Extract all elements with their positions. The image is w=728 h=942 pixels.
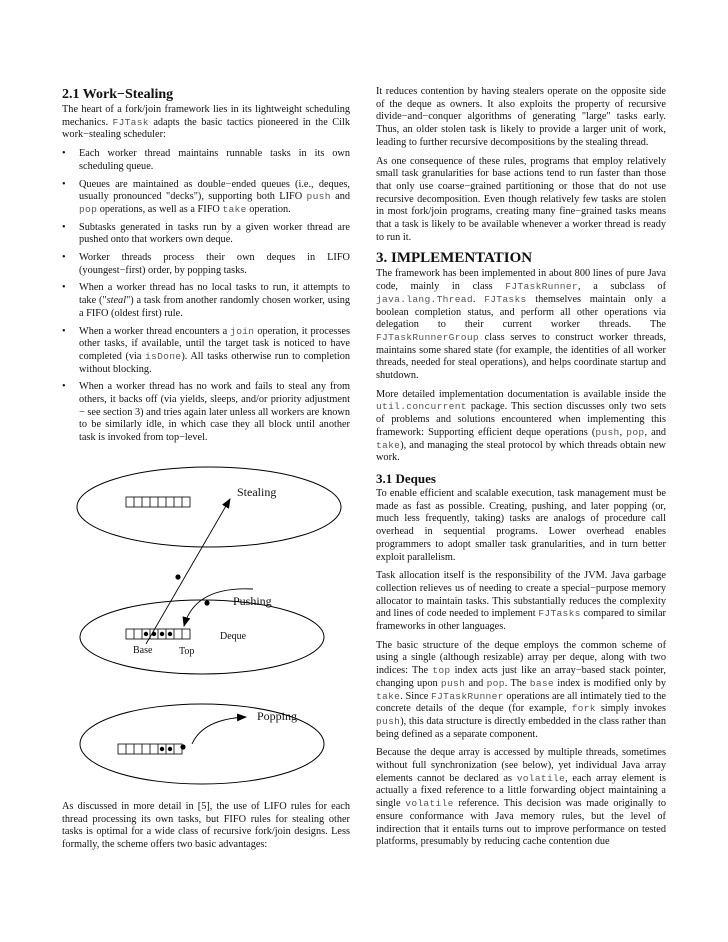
code-java-lang-thread: java.lang.Thread: [376, 293, 473, 305]
code-volatile: volatile: [516, 772, 566, 784]
left-column: [62, 86, 350, 450]
section-heading-implementation: 3. IMPLEMENTATION: [376, 250, 533, 267]
list-item: • Subtasks generated in tasks run by a given worker thread are pushed onto that workers own deque.: [62, 222, 350, 247]
code-base: base: [529, 677, 554, 689]
stealing-deque-array: [126, 497, 190, 507]
code-volatile: volatile: [405, 798, 454, 810]
list-item: • When a worker thread has no local tasks to run, it attempts to take ("steal") a task from another randomly chosen worker, using a FIFO (oldest first) rule.: [62, 282, 350, 320]
base-label: Base: [133, 645, 153, 656]
code-join: join: [230, 325, 255, 337]
list-item: • Each worker thread maintains runnable tasks in its own scheduling queue.: [62, 148, 350, 173]
rules-list: [62, 148, 350, 445]
paragraph-allocation: Task allocation itself is the responsibility of the JVM. Java garbage collection relieves us of needing to create a special−purpose memory allocator to maintain tasks. This substantially reduces the complexity and lines of code needed to implement FJTasks compared to similar frameworks in other languages.: [376, 570, 666, 633]
code-pop: pop: [79, 203, 98, 215]
deque-label: Deque: [220, 631, 247, 642]
steal-arrow: [146, 499, 230, 644]
pushed-task-dot: [204, 600, 209, 605]
paragraph-advantages: As discussed in more detail in [5], the use of LIFO rules for each thread processing its own tasks, but FIFO rules for stealing other tasks is optimal for a wide class of recursive fork/join designs. Less formally, the scheme offers two basic advantages:: [62, 801, 350, 851]
list-item: • When a worker thread encounters a join operation, it processes other tasks, if available, until the target task is noticed to have completed (via isDone). All tasks otherwise run to completion without blocking.: [62, 326, 350, 377]
popping-label: Popping: [257, 709, 298, 723]
subsection-heading-deques: 3.1 Deques: [376, 470, 436, 486]
pop-arrow: [192, 717, 246, 744]
work-stealing-figure: [62, 462, 352, 792]
code-push: push: [306, 191, 331, 203]
code-fork: fork: [571, 703, 596, 715]
paragraph-volatile: Because the deque array is accessed by multiple threads, sometimes without full synchronization (see below), yet individual Java array elements cannot be declared as volatile, each array element is actually a fixed reference to a little forwarding object maintaining a single volatile reference. This decision was made originally to ensure conformance with Java memory rules, but the level of indirection that it entails turns out to improve performance on tested platforms, presumably by reducing cache contention due: [376, 747, 666, 848]
code-take: take: [376, 690, 401, 702]
pushing-label: Pushing: [233, 594, 272, 608]
left-column-after-figure: [62, 801, 350, 858]
section-heading-work-stealing: 2.1 Work−Stealing: [62, 87, 174, 102]
paragraph-deque-structure: The basic structure of the deque employs the common scheme of using a single (although resizable) array per deque, along with two indices: The top index acts just like an array−based stack pointer, changing upon push and pop. The base index is modified only by take. Since FJTaskRunner operations are all intimately tied to the concrete details of the deque (for example, fork simply invokes push), this data structure is directly embedded in the class rather than being defined as a separate component.: [376, 639, 667, 740]
owner-worker-ellipse: [80, 600, 324, 674]
paragraph-efficiency: To enable efficient and scalable execution, task management must be made as fast as possible. Creating, pushing, and later popping (or, much less frequently, taking) tasks are analogs of procedure call overhead in sequential programs. Lower overhead enables programmers to adopt smaller task granularities, and in turn better exploit parallelism.: [376, 487, 666, 563]
code-push: push: [440, 677, 466, 689]
stealing-label: Stealing: [237, 485, 277, 499]
code-push: push: [595, 426, 620, 438]
code-fjtasks: FJTasks: [538, 608, 581, 620]
list-item: • Queues are maintained as double−ended queues (i.e., deques, usually pronounced "decks"), supporting both LIFO push and pop operations, as well as a FIFO take operation.: [62, 179, 350, 217]
code-push: push: [376, 715, 401, 727]
paragraph-implementation: The framework has been implemented in about 800 lines of pure Java code, mainly in class FJTaskRunner, a subclass of java.lang.Thread. FJTasks themselves maintain only a boolean completion status, and perform all other operations via delegation to their current worker threads. The FJTaskRunnerGroup class serves to construct worker threads, maintains some shared state (for example, the identities of all worker threads, needed for steal operations), and helps coordinate startup and shutdown.: [376, 268, 666, 382]
code-fjtaskrunner: FJTaskRunner: [431, 690, 504, 702]
intro-paragraph: The heart of a fork/join framework lies in its lightweight scheduling mechanics. FJTask adapts the basic tactics pioneered in the Cilk work−stealing scheduler:: [62, 104, 350, 141]
code-fjtasks: FJTasks: [484, 293, 527, 305]
code-fjtaskrunner: FJTaskRunner: [505, 281, 578, 293]
emphasis-steal: steal: [106, 295, 127, 307]
top-label: Top: [179, 646, 195, 657]
list-item: • Worker threads process their own deques in LIFO (youngest−first) order, by popping tasks.: [62, 252, 350, 277]
paragraph-contention: It reduces contention by having stealers operate on the opposite side of the deque as owners. It also exploits the property of recursive divide−and−conquer algorithms of generating "large" tasks early. Thus, an older stolen task is likely to provide a larger unit of work, leading to further recursive decompositions by the stealing thread.: [376, 86, 666, 148]
code-isdone: isDone: [145, 350, 182, 362]
code-fjtaskrunnergroup: FJTaskRunnerGroup: [376, 331, 479, 343]
code-pop: pop: [486, 677, 505, 689]
paragraph-documentation: More detailed implementation documentation is available inside the util.concurrent package. This section discusses only two sets of problems and solutions encountered when implementing this framework: Supporting efficient deque operations (push, pop, and take), and managing the steal protocol by which threads obtain new work.: [376, 388, 666, 464]
right-column: [376, 86, 666, 855]
paragraph-granularity: As one consequence of these rules, programs that employ relatively small task granularities for base actions tend to run faster than those that only use coarse−grained partitioning or those that do not use recursive decomposition. Even though relatively few tasks are stolen in most fork/join programs, creating many fine−grained tasks means that a task is likely to be available whenever a worker thread is ready to run it.: [376, 155, 666, 243]
popping-deque-array: [118, 744, 182, 754]
owner-deque-array: [126, 629, 190, 639]
code-take: take: [376, 439, 401, 451]
code-top: top: [432, 665, 451, 677]
code-fjtask: FJTask: [112, 116, 149, 128]
code-util-concurrent: util.concurrent: [376, 401, 467, 413]
popped-task-dot: [180, 744, 185, 749]
code-pop: pop: [626, 426, 645, 438]
code-take: take: [222, 203, 247, 215]
stolen-task-dot: [175, 574, 180, 579]
list-item: • When a worker thread has no work and fails to steal any from others, it backs off (via yields, sleeps, and/or priority adjustment − see section 3) and tries again later unless all workers are known to be similarly idle, in which case they all block until another task is invoked from top−level.: [62, 381, 350, 445]
